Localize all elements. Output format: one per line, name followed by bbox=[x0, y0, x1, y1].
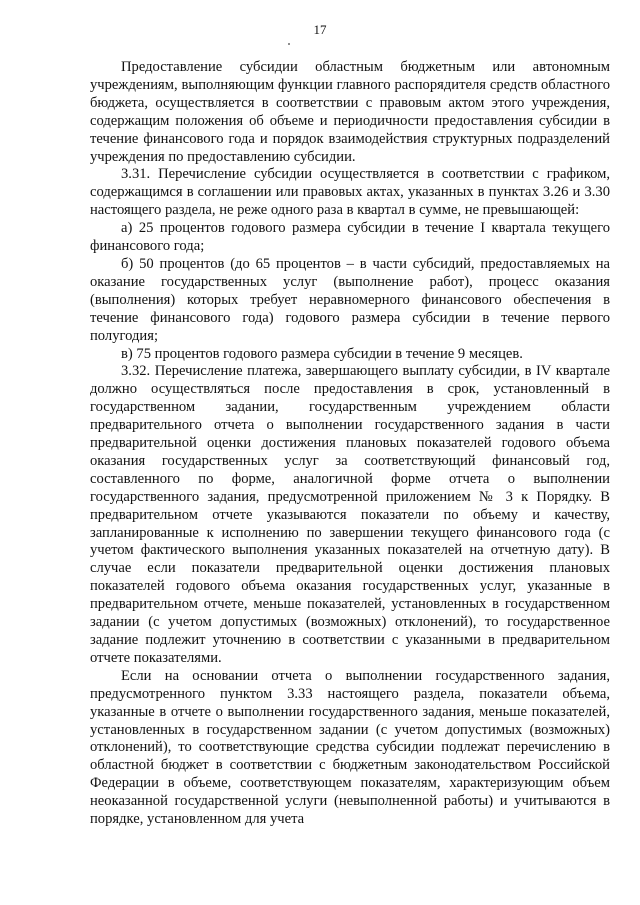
list-item-b: б) 50 процентов (до 65 процентов – в части субсидий, предоставляемых на оказание государственных услуг (выполнение работ), процесс оказания (выполнения) которых требует неравномерного финансового обеспечения в течение финансового года) годового размера субсидии в течение первого полугодия; bbox=[90, 255, 610, 344]
page-number: 17 bbox=[313, 22, 327, 37]
list-item-v: в) 75 процентов годового размера субсидии в течение 9 месяцев. bbox=[121, 345, 523, 362]
scan-speck bbox=[288, 43, 290, 45]
paragraph-3-32: 3.32. Перечисление платежа, завершающего выплату субсидии, в IV квартале должно осуществляться после предоставления в срок, установленный в государственном задании, государственным учреждением области предварительного отчета о выполнении государственного задания в части предварительной оценки достижения плановых показателей годового объема оказания государственных услуг за соответствующий финансовый год, составленного по форме, аналогичной форме отчета о выполнении государственного задания, предусмотренной приложением № 3 к Порядку. В предварительном отчете указываются показатели по объему и качеству, запланированные к исполнению по завершении текущего финансового года (с учетом фактического выполнения указанных показателей на отчетную дату). В случае если показатели предварительной оценки достижения плановых показателей годового объема оказания государственных услуг, указанные в предварительном отчете, меньше показателей, установленных в государственном задании (с учетом допустимых (возможных) отклонений), то государственное задание подлежит уточнению в соответствии с указанными в предварительном отчете показателями. bbox=[90, 363, 610, 666]
paragraph-report-shortfall: Если на основании отчета о выполнении государственного задания, предусмотренного пунктом 3.33 настоящего раздела, показатели объема, указанные в отчете о выполнении государственного задания, меньше показателей, установленных в государственном задании (с учетом допустимых (возможных) отклонений), то соответствующие средства субсидии подлежат перечислению в областной бюджет в соответствии с бюджетным законодательством Российской Федерации в объеме, соответствующем показателям, характеризующим объем неоказанной государственной услуги (невыполненной работы) и учитываются в порядке, установленном для учета bbox=[90, 667, 610, 828]
list-item-a: а) 25 процентов годового размера субсидии в течение I квартала текущего финансового года; bbox=[90, 220, 610, 255]
document-body bbox=[90, 59, 610, 829]
paragraph-3-31: 3.31. Перечисление субсидии осуществляется в соответствии с графиком, содержащимся в соглашении или правовых актах, указанных в пунктах 3.26 и 3.30 настоящего раздела, не реже одного раза в квартал в сумме, не превышающей: bbox=[90, 166, 610, 219]
paragraph-subsidy-provision: Предоставление субсидии областным бюджетным или автономным учреждениям, выполняющим функции главного распорядителя средств областного бюджета, осуществляется в соответствии с правовым актом этого учреждения, содержащим положения об объеме и периодичности предоставления субсидии в течение финансового года и порядок взаимодействия структурных подразделений учреждения по предоставлению субсидии. bbox=[90, 59, 610, 165]
